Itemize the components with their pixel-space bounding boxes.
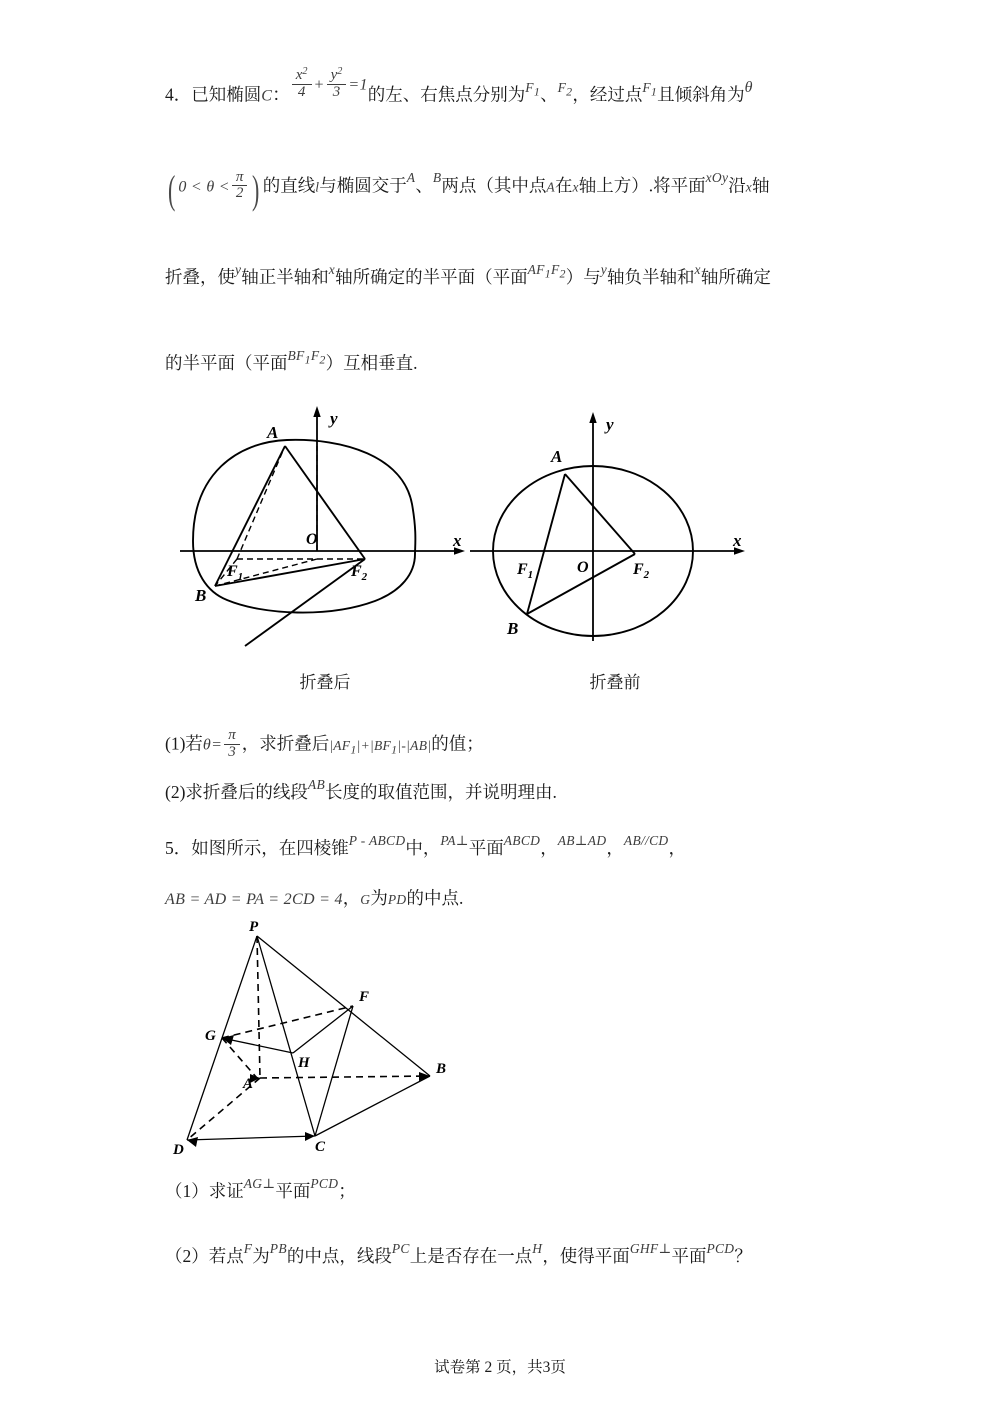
problem4-text-e: 且倾斜角为 [657, 84, 745, 105]
length-equation: AB = AD = PA = 2CD = 4 [165, 891, 343, 909]
label-F: F [359, 989, 370, 1006]
fraction-denominator: 4 [292, 84, 312, 101]
problem4-number: 4． [165, 84, 192, 105]
point-B: B [432, 170, 442, 186]
problem4-text-l4b: ）互相垂直. [325, 353, 418, 374]
figure-pyramid [165, 918, 855, 1168]
problem4-text-l3c: 轴所确定的半平面（平面 [335, 267, 528, 288]
fraction-y2-over-3 [327, 67, 347, 101]
page-content [165, 66, 855, 1269]
line-l: l [315, 179, 320, 195]
label-x-axis: x [453, 531, 462, 551]
fraction-x2-over-4 [292, 67, 312, 101]
point-F-ref: F [243, 1240, 253, 1256]
edge-P-A-dashed [257, 936, 260, 1078]
problem4-text-l2d: 在 [554, 175, 573, 196]
label-y-axis: y [330, 409, 338, 429]
figure-unfolded [465, 396, 765, 693]
label-C: C [315, 1139, 326, 1156]
sub1-text-a: (1)若 [165, 733, 203, 754]
label-D: D [173, 1142, 184, 1159]
p5-sub2-b: 为 [252, 1245, 270, 1266]
segment-H-F [293, 1006, 353, 1053]
problem4-text-l2a: 的直线 [262, 175, 316, 196]
fraction-numerator: $x^2$ [295, 66, 308, 84]
ellipse-name: C [261, 87, 273, 105]
label-focus-F1: $F_1$ [227, 563, 244, 584]
page-footer: 试卷第 2 页，共3页 [434, 1359, 566, 1376]
p5-sub2-g: ？ [734, 1245, 752, 1266]
right-paren: ) [252, 167, 260, 213]
plane-PCD-2: PCD [706, 1240, 735, 1256]
edge-C-B [315, 1076, 430, 1136]
arrow-at-C [305, 1132, 315, 1141]
arrow-at-D [187, 1137, 198, 1147]
problem5-number: 5． [165, 838, 192, 859]
segment-PD: PD [387, 892, 407, 908]
p5-text-b: 中， [405, 838, 441, 859]
problem4-line2 [165, 167, 855, 213]
segment-PC-ref: PC [391, 1240, 410, 1256]
segment-A-F2 [285, 446, 365, 559]
problem4-text-l2e: 轴上方）.将平面 [578, 175, 706, 196]
segment-A-F2 [565, 474, 635, 554]
label-point-B: B [507, 619, 519, 639]
edge-D-C [187, 1136, 315, 1140]
problem5-sub2 [165, 1240, 855, 1269]
point-G: G [360, 892, 371, 908]
focus-f1-b: $F_1$ [642, 79, 658, 98]
problem4-text-l2g: 轴 [752, 175, 770, 196]
ab-parallel-cd: AB//CD [623, 833, 669, 849]
theta-symbol-2: θ [202, 736, 212, 754]
segment-PB-ref: PB [269, 1240, 287, 1256]
x-axis-ref-1: x [572, 179, 579, 195]
p5-sub2-e: ，使得平面 [542, 1245, 630, 1266]
focus-f2: $F_2$ [557, 79, 573, 98]
equals-sign: = [211, 736, 223, 754]
fraction-denominator: 3 [327, 84, 347, 101]
y-axis-ref-1: y [235, 262, 242, 278]
figure-folded-caption: 折叠后 [299, 673, 351, 693]
figure-unfolded-caption: 折叠前 [589, 673, 641, 693]
p5-text-c: 平面 [468, 838, 504, 859]
label-focus-F2: $F_2$ [633, 561, 650, 582]
p5-comma-1: ， [540, 838, 558, 859]
ag-perpendicular: AG⊥ [243, 1176, 276, 1192]
p5-l2-b: 为 [370, 888, 388, 909]
plane-PCD-1: PCD [310, 1176, 339, 1192]
problem4-text-a: 已知椭圆 [191, 84, 262, 105]
label-focus-F2: $F_2$ [351, 563, 368, 584]
unfolded-ellipse-diagram [465, 396, 765, 666]
dun-mark-2: 、 [415, 175, 433, 196]
colon: ： [272, 84, 290, 105]
label-y-axis: y [606, 415, 614, 435]
problem4-text-l2f: 沿 [728, 175, 746, 196]
sub1-text-b: ，求折叠后 [241, 733, 330, 754]
equals-one: =1 [348, 76, 368, 94]
fraction-denominator: 3 [224, 744, 240, 761]
problem4-line1 [165, 66, 855, 112]
problem4-text-l2c: 两点（其中点 [441, 175, 547, 196]
p5-sub1-b: 平面 [275, 1181, 311, 1202]
pyramid-diagram [165, 918, 495, 1168]
problem4-text-l3b: 轴正半轴和 [241, 267, 329, 288]
p5-sub2-d: 上是否存在一点 [409, 1245, 533, 1266]
problem5-sub1 [165, 1178, 855, 1204]
sub2-text-b: 长度的取值范围，并说明理由. [325, 781, 557, 802]
fraction-numerator: π [228, 727, 236, 744]
left-paren: ( [167, 167, 176, 213]
label-point-A: A [267, 423, 279, 443]
ab-perp-ad: AB⊥AD [557, 833, 607, 849]
label-P: P [249, 919, 259, 936]
edge-P-C [257, 936, 315, 1136]
plane-ABCD: ABCD [503, 833, 541, 849]
ellipse-equation [290, 67, 368, 101]
theta-symbol: θ [744, 78, 753, 96]
fraction-denominator: 2 [232, 185, 248, 202]
focus-f1: $F_1$ [525, 79, 541, 98]
problem4-text-l3d: ）与 [565, 267, 601, 288]
label-origin-O: O [577, 559, 589, 577]
x-axis-ref-3: x [328, 262, 336, 278]
pyramid-name: P - ABCD [348, 833, 406, 849]
p5-l2-comma: ， [342, 888, 361, 909]
p5-comma-3: ， [668, 838, 686, 859]
figures-row [165, 396, 855, 696]
point-A-2: A [546, 179, 555, 195]
edge-P-B [257, 936, 430, 1076]
dun-mark: 、 [540, 84, 558, 105]
figure-folded [175, 396, 475, 693]
point-H-ref: H [532, 1240, 543, 1256]
plane-BF1F2: $BF_1F_2$ [287, 348, 326, 367]
p5-sub2-f: 平面 [671, 1245, 707, 1266]
label-origin-O: O [306, 531, 318, 549]
problem4-text-l3f: 轴所确定 [700, 267, 771, 288]
problem4-text-l3a: 折叠，使 [165, 267, 235, 288]
label-G: G [205, 1028, 216, 1045]
plane-AF1F2: $AF_1F_2$ [527, 262, 566, 281]
y-axis-ref-2: y [600, 262, 608, 278]
label-point-A: A [551, 447, 563, 467]
segment-A-B [527, 474, 565, 614]
label-A: A [243, 1076, 254, 1093]
edge-A-B-dashed [260, 1076, 430, 1078]
dashed-F1-to-A [237, 446, 285, 559]
label-x-axis: x [733, 531, 742, 551]
problem4-line4 [165, 350, 855, 378]
p5-sub2-c: 的中点，线段 [286, 1245, 392, 1266]
pa-perpendicular: PA⊥ [440, 833, 469, 849]
fraction-pi-over-3 [224, 728, 240, 761]
label-H: H [298, 1055, 310, 1072]
label-point-B: B [195, 586, 207, 606]
folded-ellipse-diagram [175, 396, 475, 666]
ellipse-upper-arc [193, 440, 415, 554]
fraction-numerator: π [235, 168, 244, 185]
fraction-numerator: $y^2$ [330, 66, 343, 84]
label-focus-F1: $F_1$ [517, 561, 534, 582]
problem4-sub1 [165, 728, 855, 761]
plane-xOy: xOy [705, 170, 729, 186]
p5-l2-c: 的中点. [406, 888, 464, 909]
y-axis-arrow [313, 406, 320, 417]
problem5-line1 [165, 835, 855, 861]
x-axis-ref-2: x [745, 179, 753, 195]
point-A: A [406, 170, 416, 186]
y-axis-arrow [589, 412, 596, 423]
segment-AB-ref: AB [307, 776, 325, 792]
problem4-line3 [165, 264, 855, 292]
p5-comma-2: ， [606, 838, 624, 859]
arrow-at-B [419, 1072, 430, 1081]
problem4-text-l2b: 与椭圆交于 [319, 175, 407, 196]
sub2-text-a: (2)求折叠后的线段 [165, 781, 308, 802]
label-B: B [436, 1061, 447, 1078]
p5-sub1-a: （1）求证 [165, 1181, 244, 1202]
theta-range: 0 < θ < [178, 178, 230, 196]
p5-text-a: 如图所示，在四棱锥 [191, 838, 349, 859]
segment-A-B [215, 446, 285, 586]
p5-sub2-a: （2）若点 [165, 1245, 244, 1266]
plus-sign: + [313, 76, 325, 94]
fraction-pi-over-2 [232, 170, 248, 203]
fold-edge-line [245, 559, 365, 646]
segment-F-C [315, 1006, 353, 1136]
problem4-text-l4a: 的半平面（平面 [165, 353, 288, 374]
p5-sub1-c: ； [338, 1181, 356, 1202]
sub1-expression: $|AF_1|+|BF_1|-|AB|$ [329, 737, 432, 757]
problem4-text-l3e: 轴负半轴和 [607, 267, 695, 288]
plane-GHF-perp: GHF⊥ [629, 1240, 672, 1256]
x-axis-ref-4: x [694, 262, 701, 278]
problem4-text-d: ，经过点 [572, 84, 643, 105]
problem4-sub2 [165, 776, 855, 805]
problem4-text-b: 的左、右焦点分别为 [367, 84, 526, 105]
sub1-text-c: 的值； [431, 733, 484, 754]
problem5-line2 [165, 885, 855, 912]
